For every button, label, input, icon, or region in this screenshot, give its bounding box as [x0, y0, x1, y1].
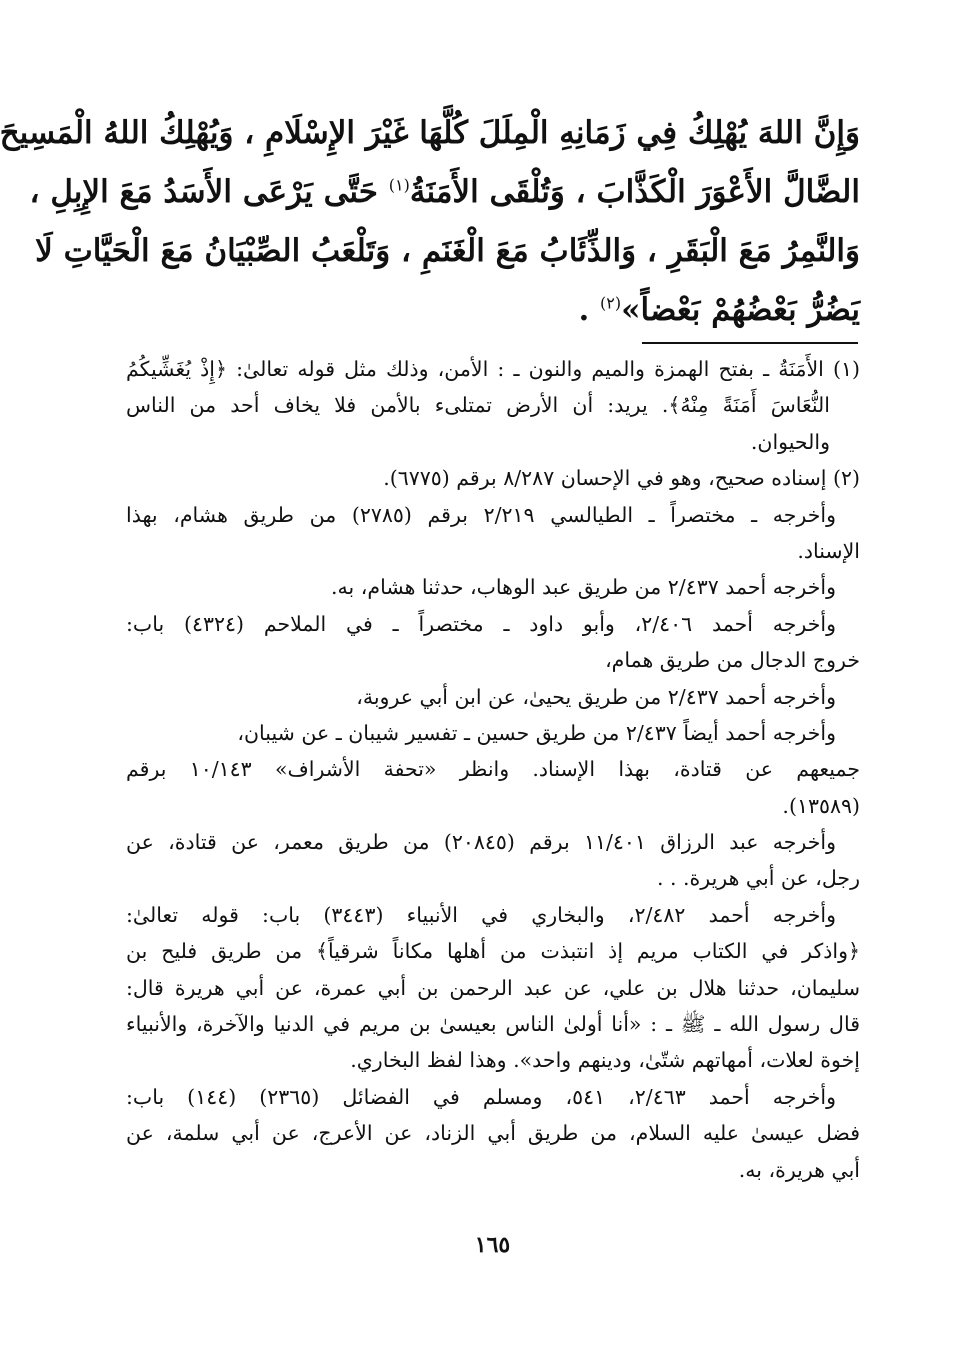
footnote-line: وأخرجه أحمد ٢/٤٣٧ من طريق يحيىٰ، عن ابن أبي عروبة، [356, 684, 836, 709]
footnote-line: النُّعَاسَ أَمَنَةً مِنْهُ﴾. يريد: أن الأرض تمتلىء بالأمن فلا يخاف أحد من الناس [126, 393, 830, 418]
footnote-line: فضل عيسىٰ عليه السلام، من طريق أبي الزناد، عن الأعرج، عن أبي سلمة، عن [126, 1121, 860, 1146]
hadith-line-4 [120, 281, 860, 340]
hadith-line-4-start: يَضُرُّ بَعْضُهُمْ بَعْضاً» [621, 292, 860, 328]
footnote-line: أبي هريرة، به. [738, 1157, 860, 1182]
hadith-line-2-end: حَتَّى يَرْعَى الأَسَدُ مَعَ الإِبِلِ ، [29, 174, 389, 210]
footnote-line: (١) الأَمَنَةُ ـ بفتح الهمزة والميم والنون ـ : الأمن، وذلك مثل قوله تعالىٰ: ﴿إِذْ يُغَشِّيكُمُ [126, 357, 860, 381]
footnote-line: (١٣٥٨٩). [782, 793, 860, 818]
footnote-line: وأخرجه ـ مختصراً ـ الطيالسي ٢/٢١٩ برقم (٢٧٨٥) من طريق هشام، بهذا [126, 502, 836, 527]
footnote-line: وأخرجه أحمد ٢/٤٨٢، والبخاري في الأنبياء (٣٤٤٣) باب: قوله تعالىٰ: [126, 902, 836, 927]
footnote-line: سليمان، حدثنا هلال بن علي، عن عبد الرحمن بن أبي عمرة، عن أبي هريرة قال: [126, 975, 860, 1000]
footnote-line: الإسناد. [797, 538, 860, 563]
footnote-ref-2: (٢) [600, 293, 622, 313]
hadith-text [0, 104, 860, 340]
footnote-line: قال رسول الله ـ ﷺ ـ : «أنا أولىٰ الناس بعيسىٰ بن مريم في الدنيا والآخرة، والأنبياء [126, 1012, 860, 1037]
footnote-line: وأخرجه أحمد ٢/٤٦٣، ٥٤١، ومسلم في الفضائل (٢٣٦٥) (١٤٤) باب: [126, 1084, 837, 1109]
hadith-line-2 [29, 163, 860, 222]
hadith-line-1: وَإِنَّ اللهَ يُهْلِكُ فِي زَمَانِهِ الْمِلَلَ كُلَّهَا غَيْرَ الإِسْلَامِ ، وَيُهْلِكُ اللهُ الْمَسِيحَ [0, 115, 860, 151]
footnote-line: إخوة لعلات، أمهاتهم شتّىٰ، ودينهم واحد». وهذا لفظ البخاري. [350, 1048, 860, 1073]
footnote-line: ﴿واذكر في الكتاب مريم إذ انتبذت من أهلها مكاناً شرقياً﴾ من طريق فليح بن [126, 939, 860, 964]
footnote-line: جميعهم عن قتادة، بهذا الإسناد. وانظر «تحفة الأشراف» ١٠/١٤٣ برقم [126, 757, 860, 782]
footnote-separator [642, 342, 858, 344]
footnote-line: وأخرجه أحمد أيضاً ٢/٤٣٧ من طريق حسين ـ تفسير شيبان ـ عن شيبان، [237, 720, 836, 745]
hadith-line-2-start: الضَّالَّ الأَعْوَرَ الْكَذَّابَ ، وَتُلْقَى الأَمَنَةُ [409, 174, 860, 210]
footnote-line: خروج الدجال من طريق همام، [605, 648, 860, 673]
hadith-line-3: وَالنَّمِرُ مَعَ الْبَقَرِ ، وَالذِّئَابُ مَعَ الْغَنَمِ ، وَتَلْعَبُ الصِّبْيَانُ مَعَ الْحَيَّاتِ لَا [35, 233, 860, 269]
footnote-line: والحيوان. [750, 429, 830, 454]
footnote-line: وأخرجه أحمد ٢/٤٠٦، وأبو داود ـ مختصراً ـ في الملاحم (٤٣٢٤) باب: [126, 611, 836, 636]
footnote-line: (٢) إسناده صحيح، وهو في الإحسان ٨/٢٨٧ برقم (٦٧٧٥). [383, 466, 860, 491]
footnote-line: رجل، عن أبي هريرة. . . [656, 866, 860, 891]
footnote-ref-1: (١) [388, 175, 410, 195]
footnote-line: وأخرجه عبد الرزاق ١١/٤٠١ برقم (٢٠٨٤٥) من طريق معمر، عن قتادة، عن [126, 830, 836, 855]
hadith-line-4-end: . [578, 292, 601, 328]
footnote-line: وأخرجه أحمد ٢/٤٣٧ من طريق عبد الوهاب، حدثنا هشام، به. [331, 575, 836, 600]
page-number: ١٦٥ [474, 1232, 511, 1258]
footnotes [126, 351, 860, 1188]
